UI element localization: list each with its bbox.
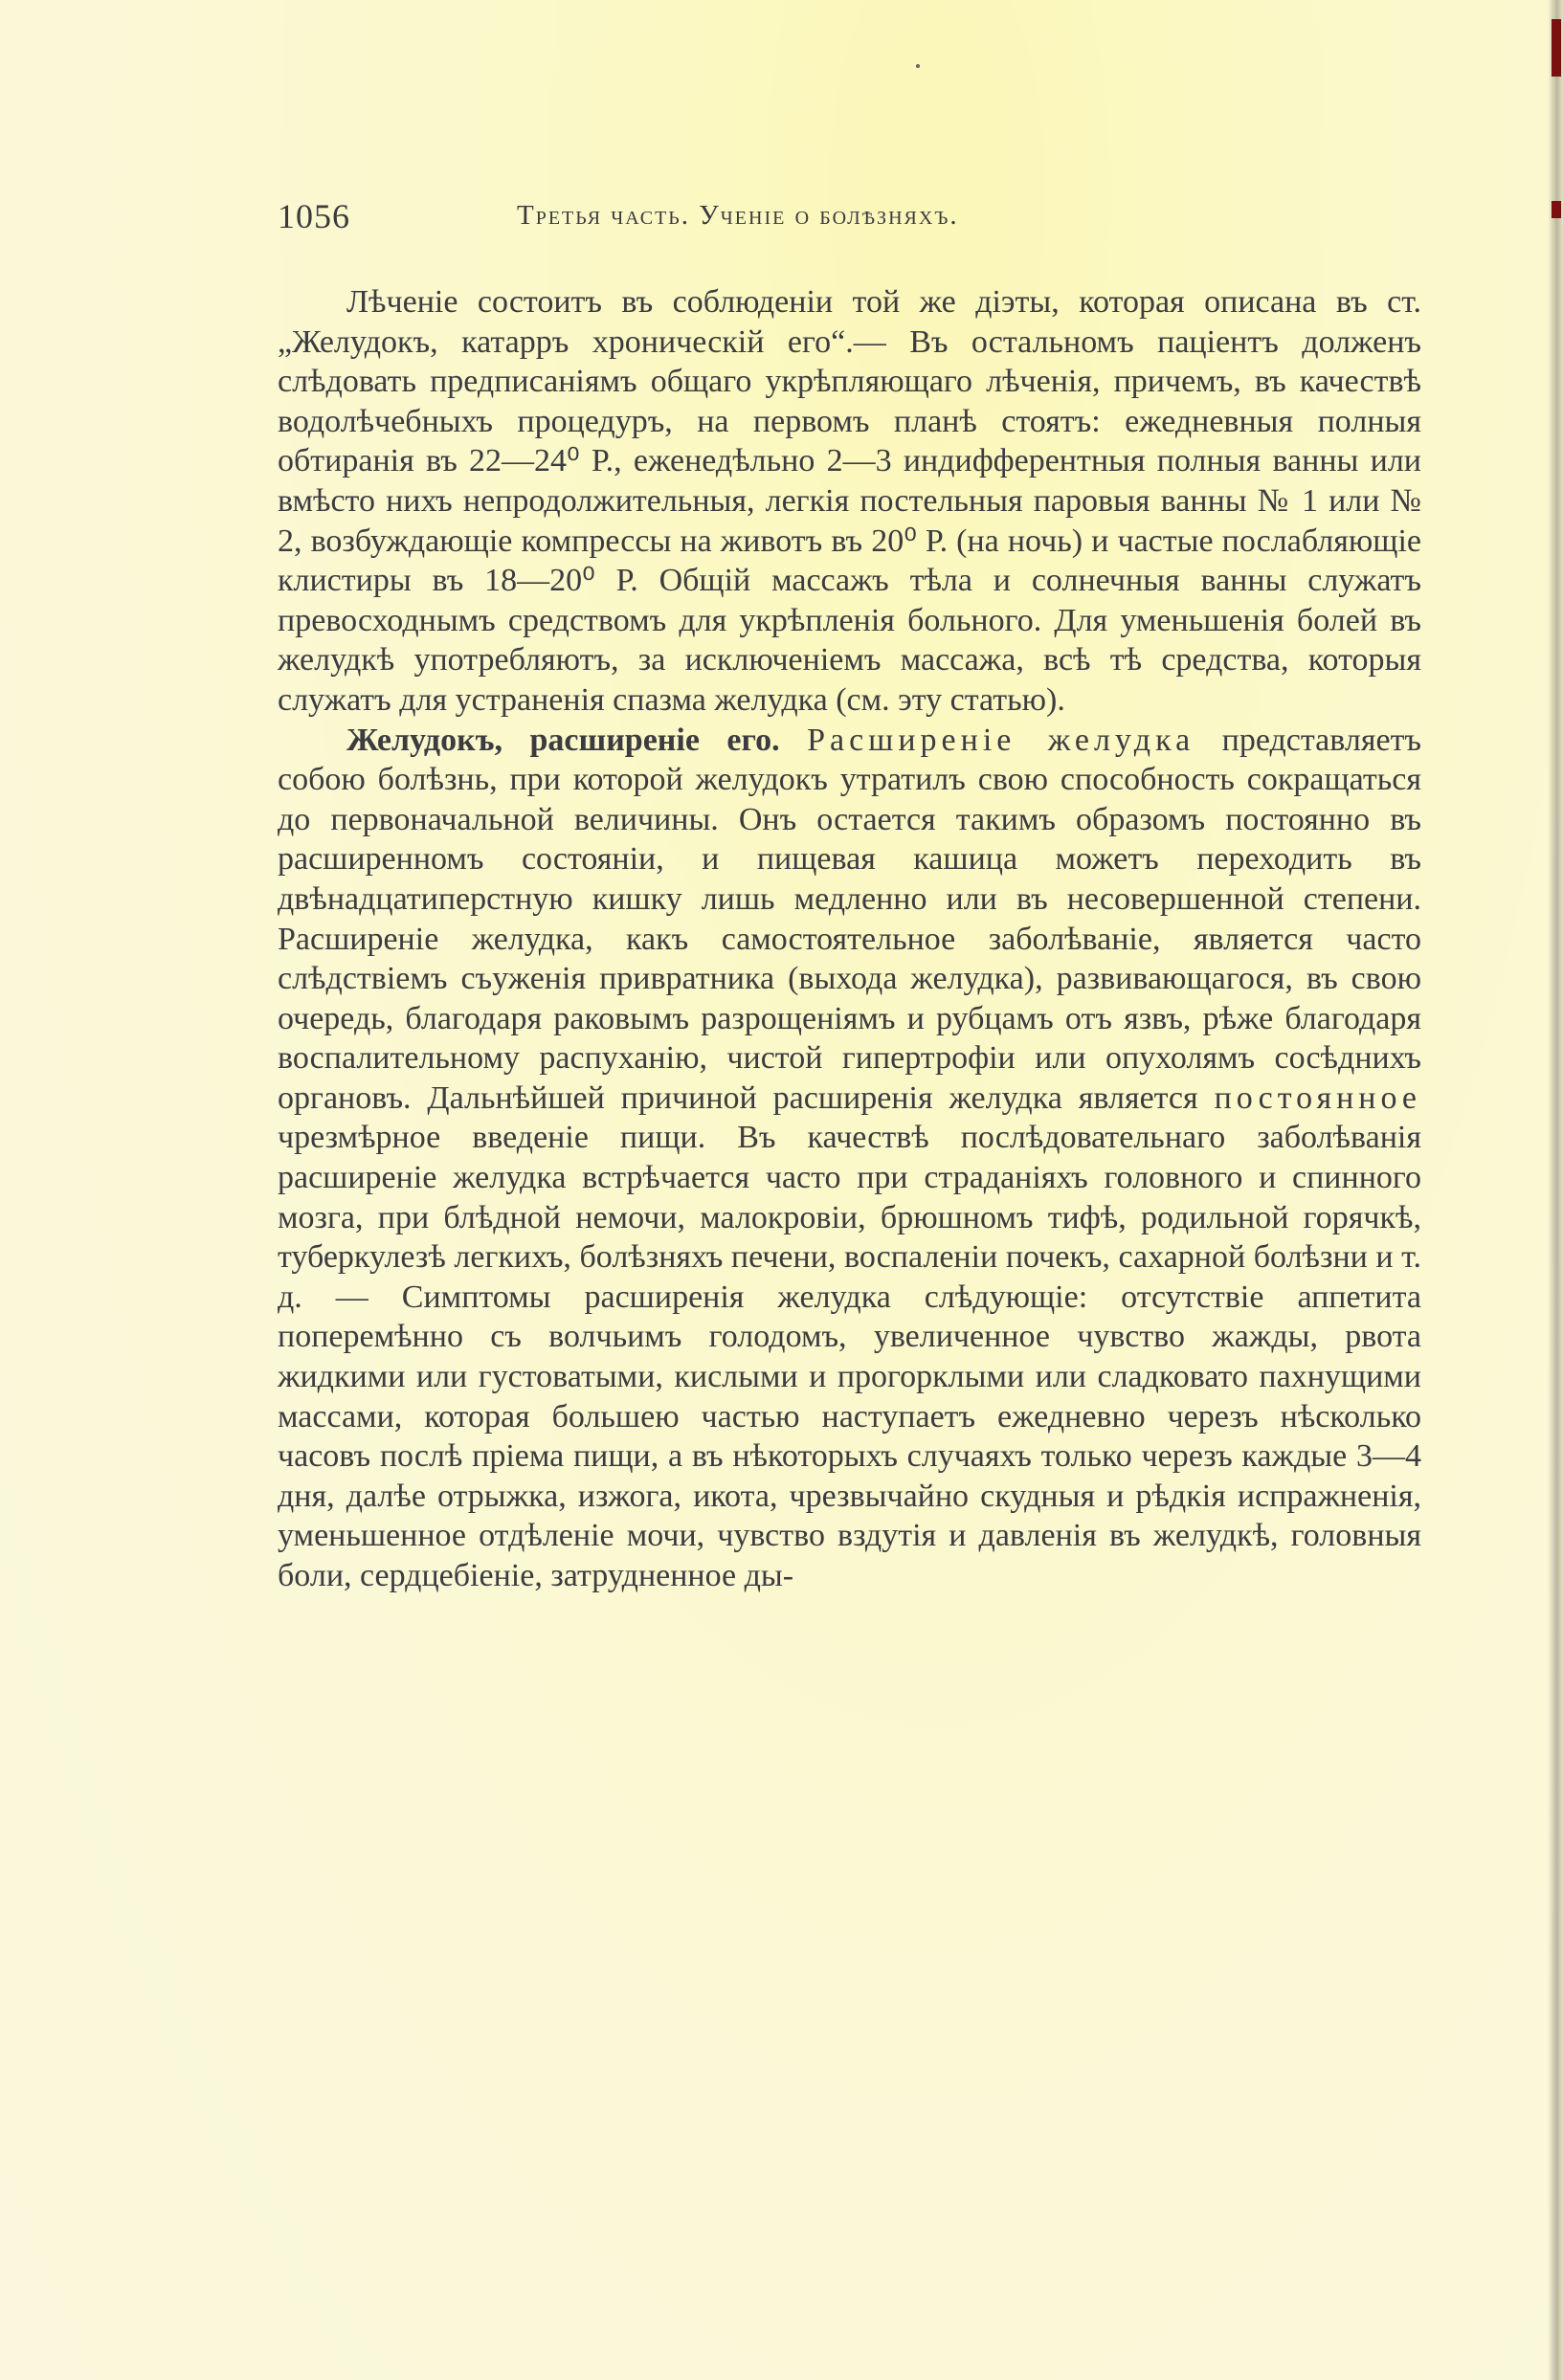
entry-heading: Желудокъ, расширеніе его. bbox=[346, 722, 780, 758]
paragraph-text: представляетъ собою болѣзнь, при которой желудокъ утратилъ свою способность сокращаться до первоначальной величины. Онъ остается такимъ образомъ постоянно въ расширенномъ состояніи, и пищевая кашица можетъ переходить въ двѣнадцатиперстную кишку лишь медленно или въ несовершенной степени. Расширеніе желудка, какъ самостоятельное заболѣваніе, является часто слѣдствіемъ съуженія привратника (выхода желудка), развивающагося, въ свою очередь, благодаря раковымъ разрощеніямъ и рубцамъ отъ язвъ, рѣже благодаря воспалительному распуханію, чистой гипертрофіи или опухолямъ сосѣднихъ органовъ. Дальнѣйшей причиной расширенія желудка является bbox=[278, 722, 1422, 1116]
edge-thumb-mark bbox=[1552, 19, 1561, 77]
page-number: 1056 bbox=[278, 197, 350, 235]
spaced-term: Расширеніе желудка bbox=[807, 722, 1195, 758]
page-header bbox=[278, 196, 1421, 234]
paragraph-treatment: Лѣченіе состоитъ въ соблюденіи той же діэты, которая описана въ ст. „Желудокъ, катарръ хроническій его“.— Въ остальномъ паціентъ долженъ слѣдовать предписаніямъ общаго укрѣпляющаго лѣченія, причемъ, въ качествѣ водолѣчебныхъ процедуръ, на первомъ планѣ стоятъ: ежедневныя полныя обтиранія въ 22—24⁰ Р., еженедѣльно 2—3 индифферентныя полныя ванны или вмѣсто нихъ непродолжительныя, легкія постельныя паровыя ванны № 1 или № 2, возбуждающіе компрессы на животъ въ 20⁰ Р. (на ночь) и частые послабляющіе клистиры въ 18—20⁰ Р. Общій массажъ тѣла и солнечныя ванны служатъ превосходнымъ средствомъ для укрѣпленія больного. Для уменьшенія болей въ желудкѣ употребляютъ, за исключеніемъ массажа, всѣ тѣ средства, которыя служатъ для устраненія спазма желудка (см. эту статью). bbox=[278, 284, 1421, 718]
ink-speck bbox=[916, 64, 920, 68]
paragraph-text-continued: чрезмѣрное введеніе пищи. Въ качествѣ послѣдовательнаго заболѣванія расширеніе желудка встрѣчается часто при страданіяхъ головного и спинного мозга, при блѣдной немочи, малокровіи, брюшномъ тифѣ, родильной горячкѣ, туберкулезѣ легкихъ, болѣзняхъ печени, воспаленіи почекъ, сахарной болѣзни и т. д. — Симптомы расширенія желудка слѣдующіе: отсутствіе аппетита поперемѣнно съ волчьимъ голодомъ, увеличенное чувство жажды, рвота жидкими или густоватыми, кислыми и прогорклыми или сладковато пахнущими массами, которая большею частью наступаетъ ежедневно черезъ нѣсколько часовъ послѣ пріема пищи, а въ нѣкоторыхъ случаяхъ только черезъ каждые 3—4 дня, далѣе отрыжка, изжога, икота, чрезвычайно скудныя и рѣдкія испражненія, уменьшенное отдѣленіе мочи, чувство вздутія и давленія въ желудкѣ, головныя боли, сердцебіеніе, затрудненное ды- bbox=[278, 1120, 1421, 1593]
body-text bbox=[278, 282, 1421, 1596]
page-edge bbox=[1548, 0, 1563, 2380]
running-title: Третья часть. Ученіе о болѣзняхъ. bbox=[517, 200, 959, 231]
edge-thumb-mark bbox=[1552, 201, 1561, 218]
spaced-emphasis: постоянное bbox=[1214, 1079, 1422, 1116]
paragraph-gastric-dilatation bbox=[278, 721, 1421, 1596]
